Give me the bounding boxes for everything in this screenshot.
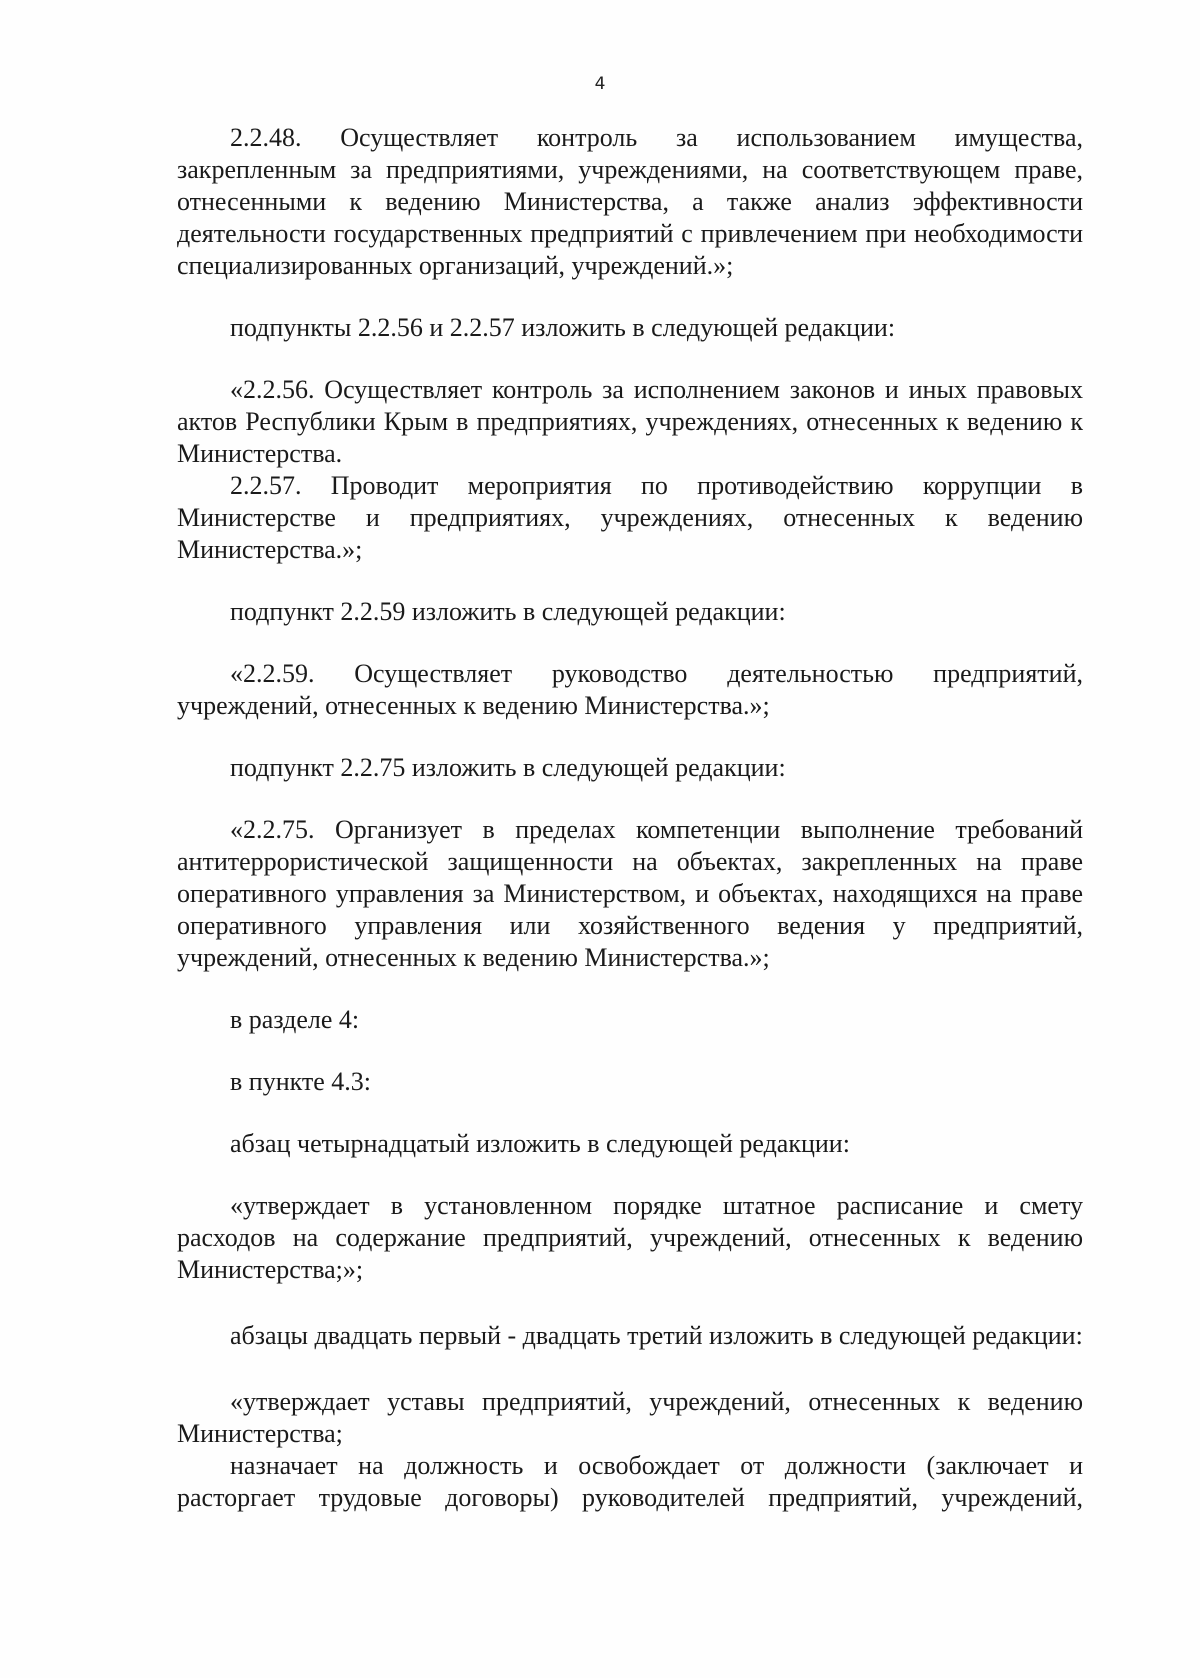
paragraph-2-2-59: «2.2.59. Осуществляет руководство деятельностью предприятий, учреждений, отнесенных к ведению Министерства.»; [177,659,1083,720]
paragraph-instruction-2-2-75: подпункт 2.2.75 изложить в следующей редакции: [230,753,786,782]
paragraph-approves-charters: «утверждает уставы предприятий, учреждений, отнесенных к ведению Министерства; [177,1387,1083,1448]
paragraph-appoints-heads: назначает на должность и освобождает от должности (заключает и расторгает трудовые договоры) руководителей предприятий, учреждений, [177,1451,1083,1512]
paragraph-2-2-56: «2.2.56. Осуществляет контроль за исполнением законов и иных правовых актов Республики Крым в предприятиях, учреждениях, отнесенных к ведению к Министерства. [177,375,1083,468]
paragraph-instruction-2-2-59: подпункт 2.2.59 изложить в следующей редакции: [230,597,786,626]
paragraph-approves-staff-schedule: «утверждает в установленном порядке штатное расписание и смету расходов на содержание предприятий, учреждений, отнесенных к ведению Министерства;»; [177,1191,1083,1284]
paragraph-clause-4-3: в пункте 4.3: [230,1067,372,1096]
paragraph-instruction-14: абзац четырнадцатый изложить в следующей редакции: [230,1129,850,1158]
paragraph-instruction-21-23: абзацы двадцать первый - двадцать третий изложить в следующей редакции: [230,1321,1083,1350]
document-body [177,122,1083,1514]
paragraph-2-2-48: 2.2.48. Осуществляет контроль за использованием имущества, закрепленным за предприятиями, учреждениями, на соответствующем праве, отнесенными к ведению Министерства, а также анализ эффективности деятельности государственных предприятий с привлечением при необходимости специализированных организаций, учреждений.»; [177,123,1083,280]
paragraph-2-2-75: «2.2.75. Организует в пределах компетенции выполнение требований антитеррористической защищенности на объектах, закрепленных на праве оперативного управления за Министерством, и объектах, находящихся на праве оперативного управления или хозяйственного ведения у предприятий, учреждений, отнесенных к ведению Министерства.»; [177,815,1083,972]
page-number: 4 [594,74,606,94]
paragraph-instruction-2-2-56-57: подпункты 2.2.56 и 2.2.57 изложить в следующей редакции: [230,313,896,342]
paragraph-2-2-57: 2.2.57. Проводит мероприятия по противодействию коррупции в Министерстве и предприятиях, учреждениях, отнесенных к ведению Министерства.»; [177,471,1083,564]
paragraph-section-4: в разделе 4: [230,1005,360,1034]
